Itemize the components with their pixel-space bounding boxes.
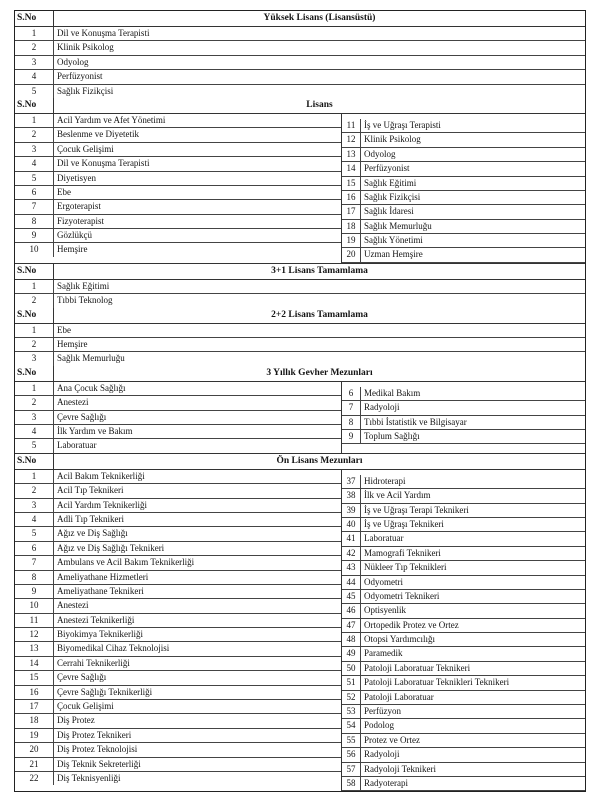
row-name: Perfüzyonist xyxy=(57,71,103,82)
row-number: 22 xyxy=(15,772,54,785)
row-name: Otopsi Yardımcılığı xyxy=(364,634,436,645)
row-number: 3 xyxy=(15,499,54,512)
sno-header: S.No xyxy=(15,454,54,469)
table-row xyxy=(342,248,585,262)
row-name: Klinik Psikolog xyxy=(57,42,114,53)
row-name: Radyoloji xyxy=(364,749,400,760)
row-name: İlk ve Acil Yardım xyxy=(364,490,431,501)
row-number: 14 xyxy=(342,162,361,175)
row-name: Cerrahi Teknikerliği xyxy=(57,657,130,668)
row-name: Anestezi xyxy=(57,397,89,408)
row-number: 14 xyxy=(15,657,54,670)
row-number: 7 xyxy=(15,556,54,569)
row-name: Sağlık Fizikçisi xyxy=(364,191,421,202)
row-name: Sağlık Eğitimi xyxy=(364,177,417,188)
table-row xyxy=(342,475,585,489)
table-row xyxy=(342,133,585,147)
row-name: Patoloji Laboratuar Teknikeri xyxy=(364,662,471,673)
row-name: Ağız ve Diş Sağlığı Teknikeri xyxy=(57,542,165,553)
section-title: Ön Lisans Mezunları xyxy=(276,455,363,466)
table-row xyxy=(15,411,341,425)
sno-header: S.No xyxy=(15,308,54,323)
table-row xyxy=(342,148,585,162)
row-number: 41 xyxy=(342,532,361,545)
table-row xyxy=(342,561,585,575)
table-row xyxy=(15,294,585,307)
row-name: Biyokimya Teknikerliği xyxy=(57,629,143,640)
table-row xyxy=(15,714,341,728)
row-number: 9 xyxy=(342,430,361,443)
row-name: Sağlık İdaresi xyxy=(364,206,414,217)
row-name: Dil ve Konuşma Terapisti xyxy=(57,158,150,169)
row-number: 1 xyxy=(15,27,54,40)
table-row xyxy=(342,719,585,733)
row-name: Medikal Bakım xyxy=(364,387,421,398)
row-name: Perfüzyonist xyxy=(364,163,410,174)
table-row xyxy=(15,556,341,570)
table-row xyxy=(15,352,585,365)
row-number: 20 xyxy=(342,248,361,261)
row-name: Gözlükçü xyxy=(57,230,92,241)
table-row xyxy=(342,205,585,219)
row-number: 6 xyxy=(15,186,54,199)
row-number: 50 xyxy=(342,662,361,675)
table-row xyxy=(15,338,585,352)
row-number: 1 xyxy=(15,382,54,395)
row-name: Radyoterapi xyxy=(364,777,408,788)
table-row xyxy=(342,705,585,719)
row-name: İlk Yardım ve Bakım xyxy=(57,425,133,436)
two-column-rows xyxy=(15,470,585,792)
table-row xyxy=(15,686,341,700)
row-name: Diyetisyen xyxy=(57,172,96,183)
row-name: Fizyoterapist xyxy=(57,215,104,226)
table-row xyxy=(15,243,341,256)
table-row xyxy=(15,186,341,200)
row-name: Ağız ve Diş Sağlığı xyxy=(57,528,128,539)
row-name: Odyometri Teknikeri xyxy=(364,590,440,601)
row-number: 56 xyxy=(342,748,361,761)
table-row xyxy=(15,743,341,757)
table-row xyxy=(15,484,341,498)
section-title: Lisans xyxy=(306,99,333,110)
row-name: Anestezi Teknikerliği xyxy=(57,614,135,625)
row-number: 17 xyxy=(342,205,361,218)
row-name: Tıbbi Teknolog xyxy=(57,295,113,306)
row-name: Hidroterapi xyxy=(364,475,406,486)
row-number: 11 xyxy=(15,614,54,627)
table-row xyxy=(15,382,341,396)
table-row xyxy=(342,489,585,503)
section-title: Yüksek Lisans (Lisansüstü) xyxy=(263,13,376,23)
row-name: Patoloji Laboratuar xyxy=(364,691,434,702)
row-name: Perfüzyon xyxy=(364,706,401,717)
row-number: 43 xyxy=(342,561,361,574)
table-row xyxy=(15,628,341,642)
section-title: 2+2 Lisans Tamamlama xyxy=(271,309,368,320)
row-name: Dil ve Konuşma Terapisti xyxy=(57,28,150,38)
row-name: Diş Protez Teknolojisi xyxy=(57,744,138,755)
row-number: 4 xyxy=(15,425,54,438)
table-row xyxy=(15,758,341,772)
row-number: 8 xyxy=(15,571,54,584)
sno-header: S.No xyxy=(15,11,54,26)
table-row xyxy=(342,604,585,618)
row-name: Toplum Sağlığı xyxy=(364,430,420,441)
table-row xyxy=(342,763,585,777)
row-number: 1 xyxy=(15,470,54,483)
row-name: Sağlık Fizikçisi xyxy=(57,85,114,96)
row-number: 6 xyxy=(15,542,54,555)
row-number: 53 xyxy=(342,705,361,718)
row-name: Hemşire xyxy=(57,339,88,350)
table-row xyxy=(15,585,341,599)
section-header xyxy=(15,366,585,382)
row-number: 17 xyxy=(15,700,54,713)
table-row xyxy=(15,114,341,128)
sno-header: S.No xyxy=(15,366,54,381)
row-number: 58 xyxy=(342,777,361,790)
row-number: 13 xyxy=(15,642,54,655)
table-row xyxy=(15,27,585,41)
row-number: 8 xyxy=(342,416,361,429)
table-row xyxy=(342,401,585,415)
section-block xyxy=(15,308,585,366)
table-row xyxy=(15,657,341,671)
row-name: Sağlık Memurluğu xyxy=(57,353,125,364)
row-number: 47 xyxy=(342,619,361,632)
table-row xyxy=(342,647,585,661)
row-number: 49 xyxy=(342,647,361,660)
row-number: 15 xyxy=(342,177,361,190)
row-name: Paramedik xyxy=(364,648,403,659)
row-number: 11 xyxy=(342,119,361,132)
row-name: Anestezi xyxy=(57,600,89,611)
row-number: 54 xyxy=(342,719,361,732)
table-row xyxy=(15,671,341,685)
section-header xyxy=(15,308,585,324)
row-number: 45 xyxy=(342,590,361,603)
row-name: Adli Tıp Teknikeri xyxy=(57,513,125,524)
row-number: 21 xyxy=(15,758,54,771)
table-row xyxy=(342,234,585,248)
row-number: 10 xyxy=(15,243,54,256)
sno-header: S.No xyxy=(15,264,54,279)
row-number: 48 xyxy=(342,633,361,646)
section-header xyxy=(15,98,585,114)
section-header xyxy=(15,454,585,470)
table-row xyxy=(342,518,585,532)
table-row xyxy=(15,229,341,243)
row-name: Acil Yardım Teknikerliği xyxy=(57,499,147,510)
row-name: Radyoloji Teknikeri xyxy=(364,763,436,774)
row-number: 9 xyxy=(15,229,54,242)
left-column xyxy=(15,470,342,792)
table-row xyxy=(15,200,341,214)
row-name: Sağlık Memurluğu xyxy=(364,220,432,231)
table-row xyxy=(15,571,341,585)
row-number: 2 xyxy=(15,294,54,307)
row-name: Biyomedikal Cihaz Teknolojisi xyxy=(57,643,170,654)
section-header xyxy=(15,264,585,280)
table-row xyxy=(342,162,585,176)
row-name: Odyometri xyxy=(364,576,403,587)
row-number: 5 xyxy=(15,85,54,98)
row-number: 5 xyxy=(15,439,54,452)
row-number: 2 xyxy=(15,338,54,351)
table-row xyxy=(342,547,585,561)
row-name: Sağlık Eğitimi xyxy=(57,280,110,291)
row-number: 51 xyxy=(342,676,361,689)
table-row xyxy=(15,280,585,294)
row-name: Diş Teknik Sekreterliği xyxy=(57,758,141,769)
row-number: 2 xyxy=(15,128,54,141)
row-name: Acil Yardım ve Afet Yönetimi xyxy=(57,114,166,125)
row-number: 12 xyxy=(15,628,54,641)
section-title: 3 Yıllık Gevher Mezunları xyxy=(266,367,373,378)
row-number: 6 xyxy=(342,387,361,400)
row-number: 10 xyxy=(15,599,54,612)
row-number: 19 xyxy=(342,234,361,247)
table-row xyxy=(15,85,585,98)
row-name: İş ve Uğraşı Teknikeri xyxy=(364,518,444,529)
row-number: 2 xyxy=(15,484,54,497)
two-column-rows xyxy=(15,114,585,264)
table-row xyxy=(342,748,585,762)
row-name: Acil Tıp Teknikeri xyxy=(57,485,124,496)
row-name: Protez ve Ortez xyxy=(364,734,420,745)
row-name: Sağlık Yönetimi xyxy=(364,235,423,246)
row-name: Ameliyathane Teknikeri xyxy=(57,585,144,596)
table-row xyxy=(342,430,585,444)
table-row xyxy=(342,576,585,590)
table-row xyxy=(342,691,585,705)
row-number: 42 xyxy=(342,547,361,560)
row-number: 44 xyxy=(342,576,361,589)
table-row xyxy=(15,542,341,556)
table-row xyxy=(342,676,585,690)
row-number: 5 xyxy=(15,172,54,185)
left-column xyxy=(15,382,342,453)
table-row xyxy=(15,157,341,171)
row-name: Ortopedik Protez ve Ortez xyxy=(364,619,459,630)
row-name: Klinik Psikolog xyxy=(364,134,421,145)
row-name: Uzman Hemşire xyxy=(364,249,423,260)
row-number: 7 xyxy=(15,200,54,213)
table-row xyxy=(342,387,585,401)
table-row xyxy=(15,513,341,527)
row-name: Ebe xyxy=(57,186,71,197)
table-row xyxy=(15,772,341,785)
table-row xyxy=(342,220,585,234)
right-column xyxy=(342,382,585,453)
row-name: Çocuk Gelişimi xyxy=(57,701,114,712)
table-row xyxy=(342,119,585,133)
table-row xyxy=(15,614,341,628)
section-header xyxy=(15,11,585,27)
left-column xyxy=(15,114,342,263)
table-row xyxy=(15,324,585,338)
row-number: 55 xyxy=(342,734,361,747)
row-number: 2 xyxy=(15,396,54,409)
row-name: Mamografi Teknikeri xyxy=(364,547,441,558)
section-title: 3+1 Lisans Tamamlama xyxy=(271,265,368,276)
row-number: 57 xyxy=(342,763,361,776)
table-row xyxy=(15,439,341,452)
row-name: Radyoloji xyxy=(364,402,400,413)
row-number: 1 xyxy=(15,114,54,127)
row-name: Odyolog xyxy=(57,56,89,67)
sno-header: S.No xyxy=(15,98,54,113)
table-row xyxy=(15,396,341,410)
row-number: 12 xyxy=(342,133,361,146)
table-row xyxy=(342,416,585,430)
document-table xyxy=(14,10,586,792)
row-name: Çocuk Gelişimi xyxy=(57,143,114,154)
table-row xyxy=(342,633,585,647)
row-name: Hemşire xyxy=(57,244,88,255)
row-number: 3 xyxy=(15,56,54,69)
row-name: Ana Çocuk Sağlığı xyxy=(57,382,126,393)
table-row xyxy=(15,729,341,743)
right-column xyxy=(342,470,585,792)
row-number: 46 xyxy=(342,604,361,617)
table-row xyxy=(15,642,341,656)
row-name: Beslenme ve Diyetetik xyxy=(57,129,139,140)
row-name: Ameliyathane Hizmetleri xyxy=(57,571,149,582)
table-row xyxy=(342,177,585,191)
row-name: İş ve Uğraşı Terapisti xyxy=(364,119,441,130)
row-number: 4 xyxy=(15,70,54,83)
row-number: 37 xyxy=(342,475,361,488)
row-name: Çevre Sağlığı xyxy=(57,672,107,683)
row-number: 7 xyxy=(342,401,361,414)
table-row xyxy=(15,470,341,484)
row-number: 3 xyxy=(15,411,54,424)
row-number: 19 xyxy=(15,729,54,742)
row-number: 15 xyxy=(15,671,54,684)
row-number: 4 xyxy=(15,513,54,526)
row-name: Çevre Sağlığı xyxy=(57,411,107,422)
section-block xyxy=(15,366,585,454)
row-number: 16 xyxy=(342,191,361,204)
row-name: Patoloji Laboratuar Teknikleri Teknikeri xyxy=(364,677,510,688)
table-row xyxy=(15,425,341,439)
row-name: Diş Protez Teknikeri xyxy=(57,729,132,740)
table-row xyxy=(342,504,585,518)
row-name: Nükleer Tıp Teknikleri xyxy=(364,562,447,573)
row-number: 52 xyxy=(342,691,361,704)
table-row xyxy=(342,777,585,791)
table-row xyxy=(15,70,585,84)
table-row xyxy=(342,734,585,748)
table-row xyxy=(15,128,341,142)
row-number: 20 xyxy=(15,743,54,756)
section-block xyxy=(15,98,585,264)
table-row xyxy=(15,56,585,70)
row-number: 5 xyxy=(15,527,54,540)
row-number: 3 xyxy=(15,352,54,365)
two-column-rows xyxy=(15,382,585,454)
table-row xyxy=(15,172,341,186)
row-number: 38 xyxy=(342,489,361,502)
table-row xyxy=(342,191,585,205)
row-number: 16 xyxy=(15,686,54,699)
row-number: 39 xyxy=(342,504,361,517)
table-row xyxy=(15,599,341,613)
section-block xyxy=(15,454,585,792)
row-name: Laboratuar xyxy=(364,533,404,544)
row-name: İş ve Uğraşı Terapi Teknikeri xyxy=(364,504,469,515)
row-number: 3 xyxy=(15,143,54,156)
row-number: 13 xyxy=(342,148,361,161)
row-number: 9 xyxy=(15,585,54,598)
right-column xyxy=(342,114,585,263)
row-name: Çevre Sağlığı Teknikerliği xyxy=(57,686,153,697)
row-name: Acil Bakım Teknikerliği xyxy=(57,470,145,481)
row-number: 18 xyxy=(15,714,54,727)
row-number: 2 xyxy=(15,41,54,54)
section-block xyxy=(15,264,585,308)
row-number: 40 xyxy=(342,518,361,531)
table-row xyxy=(15,499,341,513)
table-row xyxy=(15,143,341,157)
row-number: 1 xyxy=(15,324,54,337)
table-row xyxy=(342,590,585,604)
row-name: Ambulans ve Acil Bakım Teknikerliği xyxy=(57,557,195,568)
table-row xyxy=(15,527,341,541)
row-name: Diş Teknisyenliği xyxy=(57,772,121,783)
row-name: Laboratuar xyxy=(57,440,97,451)
row-name: Ebe xyxy=(57,324,71,335)
row-name: Odyolog xyxy=(364,148,396,159)
table-row xyxy=(342,662,585,676)
table-row xyxy=(15,41,585,55)
row-name: Podolog xyxy=(364,720,395,731)
row-name: Tıbbi İstatistik ve Bilgisayar xyxy=(364,416,467,427)
row-name: Optisyenlik xyxy=(364,605,406,616)
row-number: 4 xyxy=(15,157,54,170)
table-row xyxy=(342,619,585,633)
row-name: Ergoterapist xyxy=(57,201,101,212)
table-row xyxy=(15,215,341,229)
row-number: 1 xyxy=(15,280,54,293)
section-block xyxy=(15,11,585,98)
row-number: 8 xyxy=(15,215,54,228)
table-row xyxy=(342,532,585,546)
row-number: 18 xyxy=(342,220,361,233)
table-row xyxy=(15,700,341,714)
row-name: Diş Protez xyxy=(57,715,95,726)
